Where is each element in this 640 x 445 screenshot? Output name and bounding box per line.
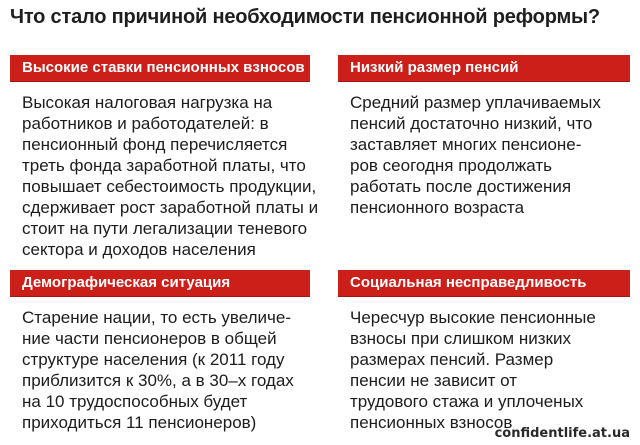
card-text-line: Высокая налоговая нагрузка на [22, 93, 273, 112]
page-title: Что стало причиной необходимости пенсионной реформы? [10, 6, 600, 28]
card-text-line: сдерживает рост заработной платы и [22, 198, 319, 217]
card-text-line: повышает себестоимость продукции, [22, 177, 317, 196]
card-heading: Низкий размер пенсий [338, 55, 630, 82]
card-social-injustice [338, 270, 630, 433]
card-text [338, 307, 630, 433]
card-heading: Социальная несправедливость [338, 270, 630, 297]
card-text-line: пенсий достаточно низкий, что [350, 114, 593, 133]
card-high-contribution-rates [10, 55, 319, 260]
card-text-line: размерах пенсий. Размер [350, 350, 554, 369]
card-text-line: взносы при слишком низких [350, 329, 571, 348]
card-text-line: приблизится к 30%, а в 30–х годах [22, 371, 294, 390]
card-text-line: пенсионных взносов [350, 413, 513, 432]
card-text-line: пенсии не зависит от [350, 371, 517, 390]
card-text-line: заставляет многих пенсионе- [350, 135, 582, 154]
card-text-line: треть фонда заработной платы, что [22, 156, 306, 175]
card-heading: Высокие ставки пенсионных взносов [10, 55, 310, 82]
card-text-line: работать после достижения [350, 177, 572, 196]
card-text-line: сектора и доходов населения [22, 240, 256, 259]
card-text-line: приходиться 11 пенсионеров) [22, 413, 257, 432]
card-text-line: пенсионного возраста [350, 198, 525, 217]
card-text-line: пенсионный фонд перечисляется [22, 135, 288, 154]
card-text-line: Чересчур высокие пенсионные [350, 308, 596, 327]
card-text-line: структуре населения (к 2011 году [22, 350, 285, 369]
card-text-line: ров сеогодня продолжать [350, 156, 552, 175]
card-text-line: Средний размер уплачиваемых [350, 93, 601, 112]
card-text-line: Старение нации, то есть увеличе- [22, 308, 292, 327]
card-text [10, 92, 319, 260]
card-text [10, 307, 310, 433]
card-heading: Демографическая ситуация [10, 270, 310, 297]
card-text-line: на 10 трудоспособных будет [22, 392, 248, 411]
card-text [338, 92, 630, 218]
card-demographics [10, 270, 310, 433]
card-low-pensions [338, 55, 630, 218]
card-text-line: стоит на пути легализации теневого [22, 219, 308, 238]
card-text-line: ние части пенсионеров в общей [22, 329, 277, 348]
card-text-line: трудового стажа и уплоченых [350, 392, 584, 411]
watermark: confidentlife.at.ua [494, 426, 630, 441]
card-text-line: работников и работодателей: в [22, 114, 269, 133]
